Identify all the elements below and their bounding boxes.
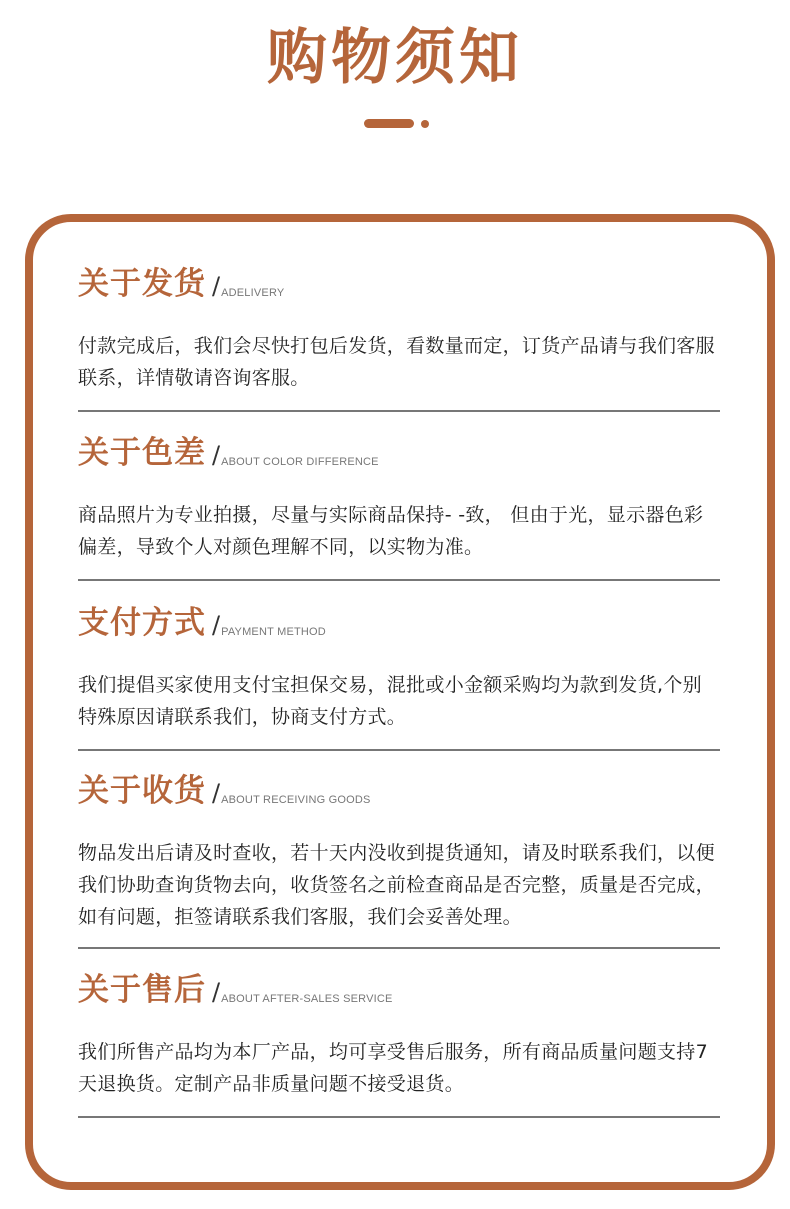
section-subtitle: ABOUT AFTER-SALES SERVICE bbox=[221, 993, 393, 1005]
section-title: 关于发货 bbox=[78, 266, 206, 302]
divider bbox=[78, 1116, 720, 1118]
section-slash: / bbox=[212, 978, 221, 1006]
section-color-difference bbox=[78, 431, 720, 563]
section-title: 关于收货 bbox=[78, 773, 206, 809]
section-body: 我们所售产品均为本厂产品，均可享受售后服务，所有商品质量问题支持7天退换货。定制产品非质量问题不接受退货。 bbox=[78, 1041, 708, 1095]
section-subtitle: ABOUT COLOR DIFFERENCE bbox=[221, 456, 379, 468]
page-title: 购物须知 bbox=[267, 23, 523, 93]
section-after-sales bbox=[78, 968, 720, 1100]
section-slash: / bbox=[212, 272, 221, 300]
section-header bbox=[78, 968, 720, 1012]
section-body: 物品发出后请及时查收，若十天内没收到提货通知，请及时联系我们，以便我们协助查询货物去向，收货签名之前检查商品是否完整，质量是否完成，如有问题，拒签请联系我们客服，我们会妥善处理。 bbox=[78, 842, 715, 928]
section-slash: / bbox=[212, 779, 221, 807]
divider bbox=[78, 579, 720, 581]
section-delivery bbox=[78, 262, 720, 394]
divider bbox=[78, 749, 720, 751]
divider bbox=[78, 947, 720, 949]
section-body: 付款完成后，我们会尽快打包后发货，看数量而定，订货产品请与我们客服联系，详情敬请咨询客服。 bbox=[78, 335, 715, 389]
decoration-dot bbox=[421, 120, 429, 128]
section-header bbox=[78, 601, 720, 645]
title-decoration bbox=[364, 119, 434, 129]
section-body: 我们提倡买家使用支付宝担保交易，混批或小金额采购均为款到发货,个别特殊原因请联系我们，协商支付方式。 bbox=[78, 674, 702, 728]
decoration-dash bbox=[364, 119, 414, 128]
divider bbox=[78, 410, 720, 412]
section-subtitle: ADELIVERY bbox=[221, 287, 285, 299]
section-title: 关于色差 bbox=[78, 435, 206, 471]
section-header bbox=[78, 431, 720, 475]
section-receiving-goods bbox=[78, 769, 720, 933]
section-title: 关于售后 bbox=[78, 972, 206, 1008]
section-subtitle: PAYMENT METHOD bbox=[221, 626, 326, 638]
section-subtitle: ABOUT RECEIVING GOODS bbox=[221, 794, 371, 806]
section-slash: / bbox=[212, 441, 221, 469]
section-header bbox=[78, 769, 720, 813]
section-slash: / bbox=[212, 611, 221, 639]
section-payment-method bbox=[78, 601, 720, 733]
section-header bbox=[78, 262, 720, 306]
section-body: 商品照片为专业拍摄，尽量与实际商品保持- -致， 但由于光，显示器色彩偏差，导致个人对颜色理解不同，以实物为准。 bbox=[78, 504, 704, 558]
section-title: 支付方式 bbox=[78, 605, 206, 641]
